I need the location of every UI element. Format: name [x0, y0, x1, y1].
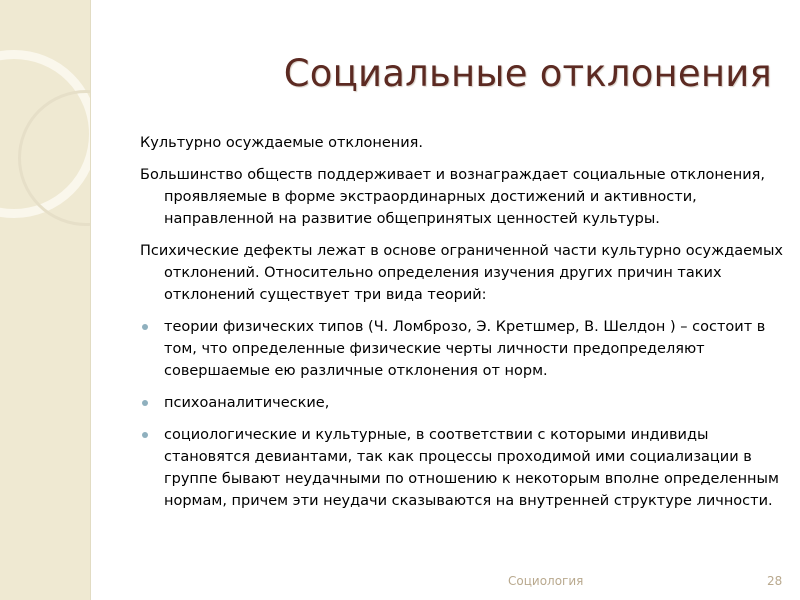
band-divider — [90, 0, 91, 600]
body-paragraph: Большинство обществ поддерживает и вознаграждает социальные отклонения, проявляемые в форме экстраординарных достижений и активности, направленной на развитие общепринятых ценностей культуры. — [140, 167, 765, 227]
slide-title: Социальные отклонения — [283, 52, 772, 95]
bullet-text: психоаналитические, — [164, 395, 330, 411]
slide-body — [140, 132, 785, 522]
page-number: 28 — [767, 574, 783, 588]
body-paragraph: Культурно осуждаемые отклонения. — [140, 135, 423, 151]
bullet-dot-icon — [142, 400, 148, 406]
bullet-item — [140, 316, 785, 382]
footer-label: Социология — [508, 574, 584, 588]
decorative-side-band — [0, 0, 90, 600]
bullet-text: социологические и культурные, в соответствии с которыми индивиды становятся девиантами, так как процессы проходимой ими социализации в группе бывают неудачными по отношению к некоторым вполне определенным нормам, причем эти неудачи сказываются на внутренней структуре личности. — [164, 427, 779, 509]
bullet-dot-icon — [142, 432, 148, 438]
bullet-item — [140, 392, 785, 414]
bullet-dot-icon — [142, 324, 148, 330]
body-paragraph: Психические дефекты лежат в основе ограниченной части культурно осуждаемых отклонений. Относительно определения изучения других причин таких отклонений существует три вида теорий: — [140, 243, 783, 303]
bullet-item — [140, 424, 785, 512]
bullet-text: теории физических типов (Ч. Ломброзо, Э. Кретшмер, В. Шелдон ) – состоит в том, что определенные физические черты личности предопределяют совершаемые ею различные отклонения от норм. — [164, 319, 766, 379]
